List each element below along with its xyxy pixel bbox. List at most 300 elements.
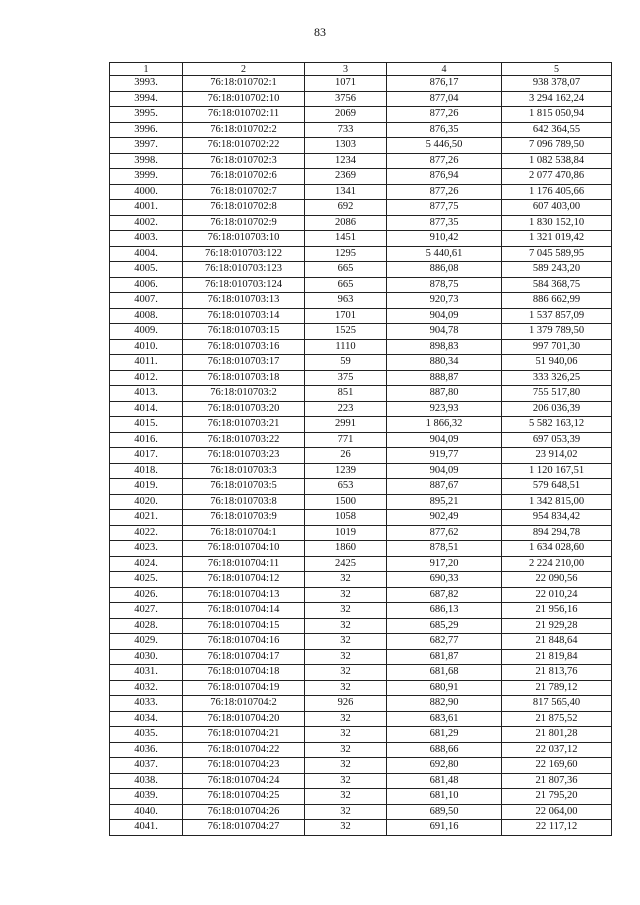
rate-cell: 887,80 [387, 386, 502, 402]
area-cell: 1701 [305, 308, 387, 324]
value-cell: 21 789,12 [502, 680, 612, 696]
area-cell: 32 [305, 634, 387, 650]
row-number-cell: 4004. [110, 246, 183, 262]
table-row [110, 587, 612, 603]
cadastral-number-cell: 76:18:010703:13 [183, 293, 305, 309]
cadastral-number-cell: 76:18:010704:13 [183, 587, 305, 603]
rate-cell: 904,09 [387, 432, 502, 448]
table-row [110, 122, 612, 138]
area-cell: 2425 [305, 556, 387, 572]
cadastral-number-cell: 76:18:010702:6 [183, 169, 305, 185]
value-cell: 607 403,00 [502, 200, 612, 216]
rate-cell: 1 866,32 [387, 417, 502, 433]
cadastral-number-cell: 76:18:010704:11 [183, 556, 305, 572]
rate-cell: 917,20 [387, 556, 502, 572]
area-cell: 771 [305, 432, 387, 448]
cadastral-number-cell: 76:18:010702:11 [183, 107, 305, 123]
page-number: 83 [314, 25, 326, 39]
cadastral-number-cell: 76:18:010702:3 [183, 153, 305, 169]
row-number-cell: 4009. [110, 324, 183, 340]
row-number-cell: 3997. [110, 138, 183, 154]
value-cell: 5 582 163,12 [502, 417, 612, 433]
rate-cell: 691,16 [387, 820, 502, 836]
cadastral-number-cell: 76:18:010702:9 [183, 215, 305, 231]
rate-cell: 904,09 [387, 308, 502, 324]
rate-cell: 877,35 [387, 215, 502, 231]
area-cell: 32 [305, 603, 387, 619]
cadastral-number-cell: 76:18:010704:27 [183, 820, 305, 836]
row-number-cell: 3995. [110, 107, 183, 123]
row-number-cell: 4033. [110, 696, 183, 712]
rate-cell: 688,66 [387, 742, 502, 758]
area-cell: 1239 [305, 463, 387, 479]
table-row [110, 138, 612, 154]
row-number-cell: 4010. [110, 339, 183, 355]
area-cell: 2069 [305, 107, 387, 123]
area-cell: 32 [305, 727, 387, 743]
cadastral-number-cell: 76:18:010703:9 [183, 510, 305, 526]
table-row [110, 386, 612, 402]
area-cell: 32 [305, 572, 387, 588]
area-cell: 26 [305, 448, 387, 464]
rate-cell: 876,94 [387, 169, 502, 185]
table-row [110, 727, 612, 743]
table-row [110, 200, 612, 216]
column-header: 1 [110, 63, 183, 76]
rate-cell: 877,26 [387, 153, 502, 169]
cadastral-number-cell: 76:18:010704:16 [183, 634, 305, 650]
value-cell: 1 379 789,50 [502, 324, 612, 340]
value-cell: 954 834,42 [502, 510, 612, 526]
area-cell: 1110 [305, 339, 387, 355]
table-row [110, 494, 612, 510]
table-row [110, 789, 612, 805]
table-row [110, 308, 612, 324]
area-cell: 375 [305, 370, 387, 386]
table-row [110, 603, 612, 619]
table-row [110, 355, 612, 371]
rate-cell: 690,33 [387, 572, 502, 588]
value-cell: 1 830 152,10 [502, 215, 612, 231]
table-row [110, 91, 612, 107]
value-cell: 1 815 050,94 [502, 107, 612, 123]
cadastral-number-cell: 76:18:010703:16 [183, 339, 305, 355]
value-cell: 579 648,51 [502, 479, 612, 495]
cadastral-number-cell: 76:18:010702:2 [183, 122, 305, 138]
table-row [110, 448, 612, 464]
data-table [109, 62, 612, 836]
rate-cell: 877,26 [387, 107, 502, 123]
cadastral-number-cell: 76:18:010704:23 [183, 758, 305, 774]
row-number-cell: 4039. [110, 789, 183, 805]
row-number-cell: 4029. [110, 634, 183, 650]
table-row [110, 401, 612, 417]
cadastral-number-cell: 76:18:010703:5 [183, 479, 305, 495]
area-cell: 1295 [305, 246, 387, 262]
row-number-cell: 4037. [110, 758, 183, 774]
rate-cell: 681,48 [387, 773, 502, 789]
area-cell: 926 [305, 696, 387, 712]
row-number-cell: 4001. [110, 200, 183, 216]
cadastral-number-cell: 76:18:010704:12 [183, 572, 305, 588]
value-cell: 697 053,39 [502, 432, 612, 448]
table-row [110, 463, 612, 479]
table-row [110, 618, 612, 634]
area-cell: 32 [305, 680, 387, 696]
value-cell: 21 875,52 [502, 711, 612, 727]
value-cell: 21 801,28 [502, 727, 612, 743]
row-number-cell: 4011. [110, 355, 183, 371]
rate-cell: 5 440,61 [387, 246, 502, 262]
rate-cell: 692,80 [387, 758, 502, 774]
table-row [110, 153, 612, 169]
value-cell: 7 096 789,50 [502, 138, 612, 154]
cadastral-number-cell: 76:18:010704:17 [183, 649, 305, 665]
rate-cell: 904,78 [387, 324, 502, 340]
cadastral-number-cell: 76:18:010703:8 [183, 494, 305, 510]
value-cell: 642 364,55 [502, 122, 612, 138]
cadastral-number-cell: 76:18:010703:10 [183, 231, 305, 247]
cadastral-number-cell: 76:18:010703:2 [183, 386, 305, 402]
rate-cell: 685,29 [387, 618, 502, 634]
rate-cell: 878,75 [387, 277, 502, 293]
table-row [110, 525, 612, 541]
row-number-cell: 4026. [110, 587, 183, 603]
table-row [110, 277, 612, 293]
area-cell: 32 [305, 773, 387, 789]
rate-cell: 681,29 [387, 727, 502, 743]
row-number-cell: 4021. [110, 510, 183, 526]
row-number-cell: 4017. [110, 448, 183, 464]
column-header: 5 [502, 63, 612, 76]
cadastral-number-cell: 76:18:010703:123 [183, 262, 305, 278]
area-cell: 1525 [305, 324, 387, 340]
value-cell: 1 634 028,60 [502, 541, 612, 557]
row-number-cell: 4007. [110, 293, 183, 309]
row-number-cell: 4012. [110, 370, 183, 386]
table-row [110, 634, 612, 650]
value-cell: 1 342 815,00 [502, 494, 612, 510]
value-cell: 22 064,00 [502, 804, 612, 820]
rate-cell: 878,51 [387, 541, 502, 557]
area-cell: 1058 [305, 510, 387, 526]
cadastral-number-cell: 76:18:010704:19 [183, 680, 305, 696]
table-row [110, 262, 612, 278]
area-cell: 1234 [305, 153, 387, 169]
cadastral-number-cell: 76:18:010704:2 [183, 696, 305, 712]
value-cell: 22 169,60 [502, 758, 612, 774]
column-header: 3 [305, 63, 387, 76]
area-cell: 963 [305, 293, 387, 309]
value-cell: 1 321 019,42 [502, 231, 612, 247]
table-row [110, 479, 612, 495]
row-number-cell: 3996. [110, 122, 183, 138]
area-cell: 1860 [305, 541, 387, 557]
row-number-cell: 4005. [110, 262, 183, 278]
rate-cell: 682,77 [387, 634, 502, 650]
area-cell: 32 [305, 804, 387, 820]
area-cell: 2369 [305, 169, 387, 185]
rate-cell: 681,87 [387, 649, 502, 665]
table-row [110, 649, 612, 665]
area-cell: 665 [305, 262, 387, 278]
table-row [110, 293, 612, 309]
area-cell: 32 [305, 789, 387, 805]
cadastral-number-cell: 76:18:010702:10 [183, 91, 305, 107]
table-row [110, 246, 612, 262]
row-number-cell: 3993. [110, 76, 183, 92]
cadastral-number-cell: 76:18:010704:10 [183, 541, 305, 557]
value-cell: 755 517,80 [502, 386, 612, 402]
rate-cell: 689,50 [387, 804, 502, 820]
value-cell: 3 294 162,24 [502, 91, 612, 107]
row-number-cell: 4028. [110, 618, 183, 634]
area-cell: 32 [305, 742, 387, 758]
cadastral-number-cell: 76:18:010704:21 [183, 727, 305, 743]
value-cell: 1 176 405,66 [502, 184, 612, 200]
row-number-cell: 3994. [110, 91, 183, 107]
value-cell: 2 077 470,86 [502, 169, 612, 185]
table-row [110, 76, 612, 92]
area-cell: 692 [305, 200, 387, 216]
table-row [110, 572, 612, 588]
value-cell: 1 082 538,84 [502, 153, 612, 169]
row-number-cell: 4027. [110, 603, 183, 619]
cadastral-number-cell: 76:18:010704:26 [183, 804, 305, 820]
area-cell: 32 [305, 820, 387, 836]
area-cell: 32 [305, 711, 387, 727]
row-number-cell: 4023. [110, 541, 183, 557]
value-cell: 21 807,36 [502, 773, 612, 789]
table-row [110, 541, 612, 557]
table-row [110, 804, 612, 820]
area-cell: 1303 [305, 138, 387, 154]
rate-cell: 686,13 [387, 603, 502, 619]
rate-cell: 910,42 [387, 231, 502, 247]
cadastral-number-cell: 76:18:010703:21 [183, 417, 305, 433]
table-row [110, 773, 612, 789]
cadastral-number-cell: 76:18:010704:22 [183, 742, 305, 758]
table-row [110, 510, 612, 526]
value-cell: 938 378,07 [502, 76, 612, 92]
cadastral-number-cell: 76:18:010703:15 [183, 324, 305, 340]
row-number-cell: 4003. [110, 231, 183, 247]
value-cell: 22 037,12 [502, 742, 612, 758]
rate-cell: 898,83 [387, 339, 502, 355]
table-row [110, 417, 612, 433]
table-row [110, 696, 612, 712]
rate-cell: 902,49 [387, 510, 502, 526]
rate-cell: 877,04 [387, 91, 502, 107]
rate-cell: 880,34 [387, 355, 502, 371]
value-cell: 2 224 210,00 [502, 556, 612, 572]
row-number-cell: 4016. [110, 432, 183, 448]
row-number-cell: 4032. [110, 680, 183, 696]
rate-cell: 680,91 [387, 680, 502, 696]
row-number-cell: 3999. [110, 169, 183, 185]
row-number-cell: 4031. [110, 665, 183, 681]
area-cell: 2086 [305, 215, 387, 231]
area-cell: 32 [305, 758, 387, 774]
cadastral-number-cell: 76:18:010703:122 [183, 246, 305, 262]
value-cell: 817 565,40 [502, 696, 612, 712]
row-number-cell: 4041. [110, 820, 183, 836]
cadastral-number-cell: 76:18:010702:22 [183, 138, 305, 154]
row-number-cell: 4020. [110, 494, 183, 510]
rate-cell: 888,87 [387, 370, 502, 386]
cadastral-number-cell: 76:18:010703:20 [183, 401, 305, 417]
area-cell: 665 [305, 277, 387, 293]
row-number-cell: 4036. [110, 742, 183, 758]
cadastral-number-cell: 76:18:010704:25 [183, 789, 305, 805]
row-number-cell: 4038. [110, 773, 183, 789]
column-header: 2 [183, 63, 305, 76]
value-cell: 51 940,06 [502, 355, 612, 371]
area-cell: 32 [305, 618, 387, 634]
value-cell: 997 701,30 [502, 339, 612, 355]
table-row [110, 432, 612, 448]
value-cell: 21 929,28 [502, 618, 612, 634]
rate-cell: 877,75 [387, 200, 502, 216]
area-cell: 851 [305, 386, 387, 402]
table-row [110, 215, 612, 231]
cadastral-number-cell: 76:18:010703:18 [183, 370, 305, 386]
table-row [110, 665, 612, 681]
area-cell: 32 [305, 649, 387, 665]
cadastral-number-cell: 76:18:010704:24 [183, 773, 305, 789]
value-cell: 7 045 589,95 [502, 246, 612, 262]
table-row [110, 742, 612, 758]
table-row [110, 680, 612, 696]
rate-cell: 923,93 [387, 401, 502, 417]
table-row [110, 711, 612, 727]
table-row [110, 184, 612, 200]
row-number-cell: 4035. [110, 727, 183, 743]
area-cell: 653 [305, 479, 387, 495]
table-header-row [110, 63, 612, 76]
row-number-cell: 4018. [110, 463, 183, 479]
rate-cell: 920,73 [387, 293, 502, 309]
rate-cell: 681,68 [387, 665, 502, 681]
table-row [110, 231, 612, 247]
table-row [110, 324, 612, 340]
value-cell: 22 090,56 [502, 572, 612, 588]
cadastral-number-cell: 76:18:010702:8 [183, 200, 305, 216]
area-cell: 32 [305, 665, 387, 681]
area-cell: 223 [305, 401, 387, 417]
row-number-cell: 4015. [110, 417, 183, 433]
area-cell: 1341 [305, 184, 387, 200]
value-cell: 21 956,16 [502, 603, 612, 619]
value-cell: 21 848,64 [502, 634, 612, 650]
table-row [110, 107, 612, 123]
cadastral-number-cell: 76:18:010703:22 [183, 432, 305, 448]
rate-cell: 687,82 [387, 587, 502, 603]
cadastral-number-cell: 76:18:010703:14 [183, 308, 305, 324]
cadastral-number-cell: 76:18:010703:23 [183, 448, 305, 464]
row-number-cell: 4025. [110, 572, 183, 588]
area-cell: 3756 [305, 91, 387, 107]
table-row [110, 820, 612, 836]
cadastral-number-cell: 76:18:010703:17 [183, 355, 305, 371]
area-cell: 1071 [305, 76, 387, 92]
area-cell: 1451 [305, 231, 387, 247]
cadastral-number-cell: 76:18:010702:1 [183, 76, 305, 92]
value-cell: 22 010,24 [502, 587, 612, 603]
value-cell: 886 662,99 [502, 293, 612, 309]
row-number-cell: 4013. [110, 386, 183, 402]
rate-cell: 904,09 [387, 463, 502, 479]
rate-cell: 919,77 [387, 448, 502, 464]
row-number-cell: 4006. [110, 277, 183, 293]
rate-cell: 5 446,50 [387, 138, 502, 154]
rate-cell: 895,21 [387, 494, 502, 510]
cadastral-number-cell: 76:18:010703:3 [183, 463, 305, 479]
value-cell: 1 537 857,09 [502, 308, 612, 324]
area-cell: 59 [305, 355, 387, 371]
row-number-cell: 4030. [110, 649, 183, 665]
row-number-cell: 4034. [110, 711, 183, 727]
table-row [110, 556, 612, 572]
row-number-cell: 4014. [110, 401, 183, 417]
value-cell: 584 368,75 [502, 277, 612, 293]
row-number-cell: 4024. [110, 556, 183, 572]
row-number-cell: 4022. [110, 525, 183, 541]
value-cell: 21 819,84 [502, 649, 612, 665]
value-cell: 23 914,02 [502, 448, 612, 464]
row-number-cell: 4019. [110, 479, 183, 495]
rate-cell: 877,26 [387, 184, 502, 200]
area-cell: 2991 [305, 417, 387, 433]
row-number-cell: 4000. [110, 184, 183, 200]
cadastral-number-cell: 76:18:010704:15 [183, 618, 305, 634]
cadastral-number-cell: 76:18:010703:124 [183, 277, 305, 293]
table-body [110, 63, 612, 836]
value-cell: 206 036,39 [502, 401, 612, 417]
table-row [110, 758, 612, 774]
row-number-cell: 4008. [110, 308, 183, 324]
table-row [110, 339, 612, 355]
value-cell: 333 326,25 [502, 370, 612, 386]
value-cell: 589 243,20 [502, 262, 612, 278]
table-row [110, 169, 612, 185]
row-number-cell: 4040. [110, 804, 183, 820]
value-cell: 21 813,76 [502, 665, 612, 681]
value-cell: 21 795,20 [502, 789, 612, 805]
area-cell: 32 [305, 587, 387, 603]
cadastral-number-cell: 76:18:010704:18 [183, 665, 305, 681]
rate-cell: 886,08 [387, 262, 502, 278]
value-cell: 22 117,12 [502, 820, 612, 836]
cadastral-number-cell: 76:18:010702:7 [183, 184, 305, 200]
area-cell: 1500 [305, 494, 387, 510]
rate-cell: 683,61 [387, 711, 502, 727]
column-header: 4 [387, 63, 502, 76]
cadastral-number-cell: 76:18:010704:14 [183, 603, 305, 619]
table-row [110, 370, 612, 386]
row-number-cell: 4002. [110, 215, 183, 231]
rate-cell: 882,90 [387, 696, 502, 712]
area-cell: 1019 [305, 525, 387, 541]
rate-cell: 887,67 [387, 479, 502, 495]
rate-cell: 877,62 [387, 525, 502, 541]
rate-cell: 681,10 [387, 789, 502, 805]
value-cell: 1 120 167,51 [502, 463, 612, 479]
cadastral-number-cell: 76:18:010704:1 [183, 525, 305, 541]
rate-cell: 876,35 [387, 122, 502, 138]
area-cell: 733 [305, 122, 387, 138]
cadastral-number-cell: 76:18:010704:20 [183, 711, 305, 727]
